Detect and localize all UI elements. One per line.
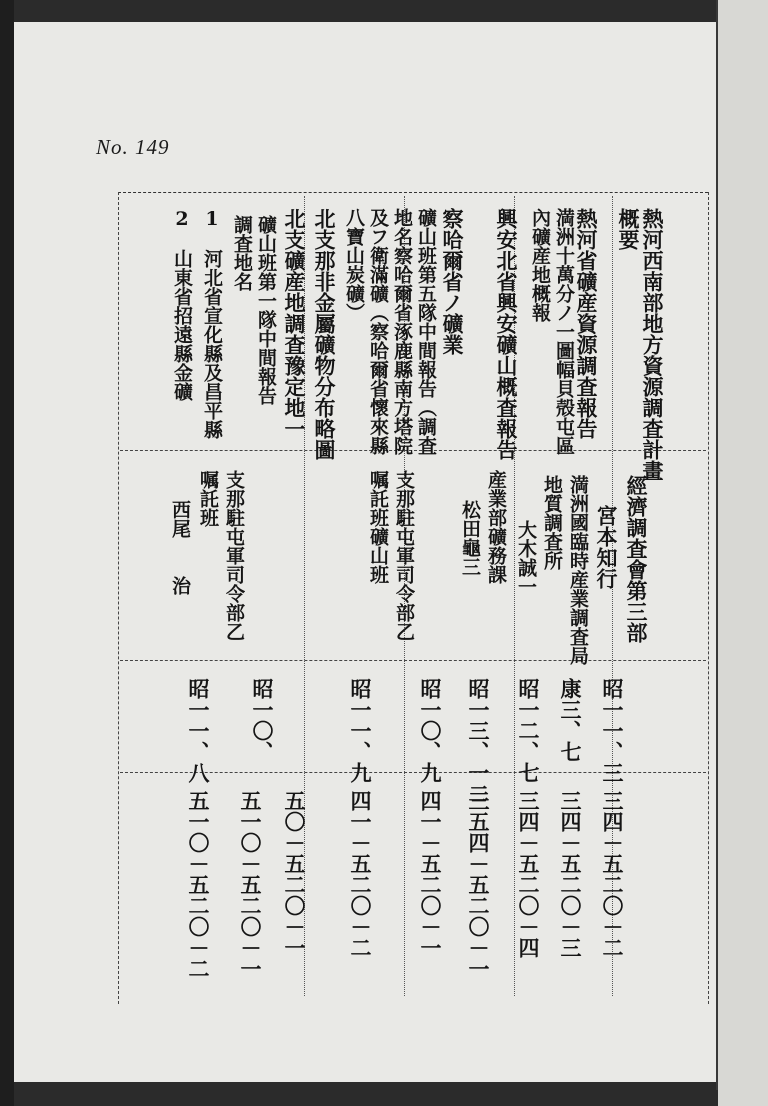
author-date-divider bbox=[120, 660, 706, 661]
entry-6-author-b: 嘱託班礦山班 bbox=[367, 470, 389, 584]
entry-4-date: 昭一三、一二 bbox=[466, 678, 491, 804]
entry-2-author: 宮本知行 bbox=[594, 505, 619, 589]
entry-3-title-b: 內礦産地概報 bbox=[529, 208, 551, 322]
next-page-edge bbox=[718, 0, 768, 1106]
entry-7-code: 四一－五二〇－二 bbox=[348, 790, 373, 958]
entry-2-date: 康三、七 bbox=[558, 678, 583, 762]
entry-10-code: 五一〇－五二〇－二 bbox=[186, 790, 211, 979]
entry-9-item-2: 2 山東省招遠縣金礦 bbox=[171, 208, 193, 401]
entry-9-author-b: 嘱託班 bbox=[197, 470, 219, 527]
entry-1-code: 三四－五二〇－二 bbox=[600, 790, 625, 958]
entry-3-author-b: 地質調査所 bbox=[541, 475, 563, 570]
entry-4-author-a: 産業部礦務課 bbox=[485, 470, 507, 584]
entry-7-date: 昭一一、九 bbox=[348, 678, 373, 783]
entry-7-title: 北支那非金屬礦物分布略圖 bbox=[312, 208, 337, 460]
entry-2-title: 熱河省礦産資源調査報告 bbox=[574, 208, 599, 439]
table-top-border bbox=[118, 192, 708, 193]
entry-3-title-a: 満洲十萬分ノ一圖幅貝殻屯區 bbox=[553, 208, 575, 455]
entry-6-code: 四一－五二〇－一 bbox=[418, 790, 443, 958]
entry-3-author-a: 満洲國臨時産業調査局 bbox=[567, 475, 589, 665]
entry-8-title: 北支礦産地調査豫定地一 bbox=[282, 208, 307, 439]
entry-1-title-b: 概要 bbox=[616, 208, 641, 250]
entry-3-date: 昭一二、七 bbox=[516, 678, 541, 783]
entry-9-item-1: 1 河北省宣化縣及昌平縣 bbox=[201, 208, 223, 439]
entry-9-title-b: 調査地名 bbox=[231, 215, 253, 291]
entry-8-code: 五〇－五二〇－一 bbox=[282, 790, 307, 958]
binding-gutter bbox=[0, 0, 14, 1106]
entry-9-date: 昭一〇、 bbox=[250, 678, 275, 762]
entry-4-title: 興安北省興安礦山概査報告 bbox=[494, 208, 519, 460]
entry-1-title-a: 熱河西南部地方資源調査計畫 bbox=[640, 208, 665, 481]
entry-9-author-c: 西尾 治 bbox=[169, 500, 191, 595]
entry-6-date: 昭一〇、九 bbox=[418, 678, 443, 783]
entry-2-code: 三四－五二〇－三 bbox=[558, 790, 583, 958]
entry-9-title-a: 礦山班第一隊中間報告 bbox=[255, 215, 277, 405]
entry-1-date: 昭一一、三 bbox=[600, 678, 625, 783]
entry-1-author: 經濟調査會第三部 bbox=[624, 475, 649, 643]
entry-6-author-a: 支那駐屯軍司令部乙 bbox=[393, 470, 415, 641]
table-left-border bbox=[118, 192, 119, 1004]
entry-4-code: 三五四－五二〇－一 bbox=[466, 790, 491, 979]
entry-6-title-b: 地名察哈爾省涿鹿縣南方塔院 bbox=[391, 208, 413, 455]
entry-4-author-b: 松田龜三 bbox=[459, 500, 481, 576]
entry-6-title-d: 八寶山炭礦） bbox=[343, 208, 365, 322]
page-number: No. 149 bbox=[96, 135, 170, 159]
entry-6-title-c: 及フ衛滿礦（察哈爾省懷來縣 bbox=[367, 208, 389, 455]
entry-3-code: 三四－五二〇－四 bbox=[516, 790, 541, 958]
entry-6-title-a: 礦山班第五隊中間報告（調査 bbox=[415, 208, 437, 455]
table-right-border bbox=[708, 192, 709, 1004]
entry-9-code: 五一〇－五二〇－一 bbox=[238, 790, 263, 979]
entry-10-date: 昭一一、八 bbox=[186, 678, 211, 783]
entry-9-author-a: 支那駐屯軍司令部乙 bbox=[223, 470, 245, 641]
entry-5-title: 察哈爾省ノ礦業 bbox=[440, 208, 465, 355]
entry-3-author-c: 大木誠一 bbox=[515, 520, 537, 596]
